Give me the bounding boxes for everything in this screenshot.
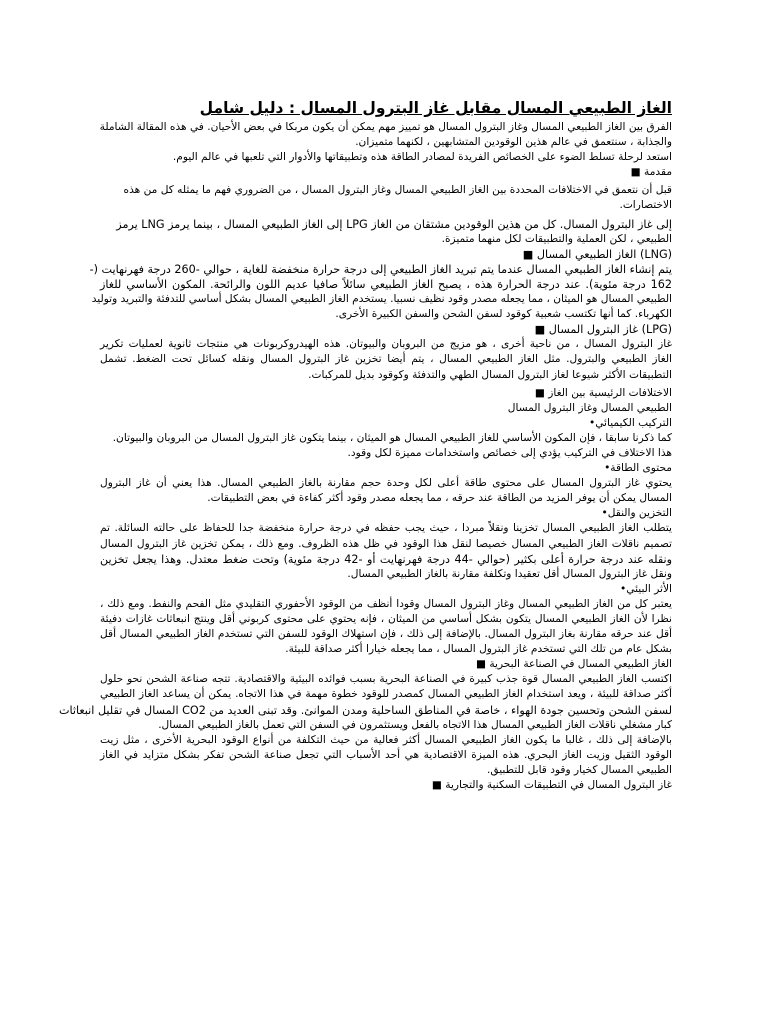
text-line: الأثر البيئي• (620, 582, 672, 595)
text-line: كبار مشغلي ناقلات الغاز الطبيعي المسال هذا الاتجاه بالفعل ويستثمرون في السفن التي تعمل بالغاز الطبيعي المسال. (158, 718, 672, 731)
text-line: الطبيعي المسال هو الميثان ، مما يجعله مصدر وقود نظيف نسبيا. يستخدم الغاز الطبيعي المسال بشكل أساسي للتدفئة والتبريد وتوليد (91, 293, 672, 306)
text-line: المسال يمكن أن يوفر المزيد من الطاقة عند حرقه ، مما يجعله مصدر وقود أكثر كفاءة في بعض التطبيقات. (207, 492, 672, 505)
text-line: لسفن الشحن وتحسين جودة الهواء ، خاصة في المناطق الساحلية ومدن الموانئ. وقد تبنى العديد من CO2 المسال في تقليل انبعاثات (58, 703, 672, 717)
text-line: الكهرباء. كما أنها تكتسب شعبية كوقود لسفن الشحن والسفن الكبيرة الأخرى. (335, 308, 672, 321)
text-line: مقدمة ■ (630, 166, 672, 179)
text-line: بشكل عام من تلك التي تستخدم غاز البترول المسال ، مما يجعله خيارا أكثر صداقة للبيئة. (285, 643, 672, 656)
text-line: نظرا لأن الغاز الطبيعي المسال يتكون بشكل أساسي من الميثان ، فإنه يحتوي على محتوى كربوني أقل وينتج انبعاثات غازات دفيئة (100, 613, 672, 625)
text-line: يعتبر كل من الغاز الطبيعي المسال وغاز البترول المسال وقودا أنظف من الوقود الأحفوري التقليدي مثل الفحم والنفط. ومع ذلك ، (100, 597, 672, 610)
text-line: يتطلب الغاز الطبيعي المسال تخزينا ونقلاً مبردا ، حيث يجب حفظه في درجة حرارة منخفضة جدا للحفاظ على حالته السائلة. تم (100, 522, 672, 535)
document-body (58, 120, 673, 793)
document-title: الغاز الطبيعي المسال مقابل غاز البترول المسال : دليل شامل (199, 99, 672, 117)
text-line: الاختصارات. (619, 199, 672, 212)
text-line: غاز البترول المسال ، من ناحية أخرى ، هو مزيج من البروبان والبيوتان. هذه الهيدروكربونات هي منتجات ثانوية لعمليات تكرير (100, 338, 672, 351)
text-line: استعد لرحلة تسلط الضوء على الخصائص الفريدة لمصادر الطاقة هذه وتطبيقاتها والأدوار التي تلعبها في عالم اليوم. (172, 151, 672, 164)
text-line: هذا الاختلاف في التركيب يؤدي إلى خصائص واستخدامات مميزة لكل وقود. (347, 446, 672, 459)
text-line: يحتوي غاز البترول المسال على محتوى طاقة أعلى لكل وحدة حجم مقارنة بالغاز الطبيعي المسال. هذا يعني أن غاز البترول (100, 477, 672, 490)
text-line: الفرق بين الغاز الطبيعي المسال وغاز البترول المسال هو تمييز مهم يمكن أن يكون مربكا في بعض الأحيان. في هذه المقالة الشاملة (99, 121, 672, 133)
text-line: الغاز الطبيعي المسال في الصناعة البحرية ■ (475, 658, 672, 671)
text-line: الاختلافات الرئيسية بين الغاز ■ (534, 386, 672, 399)
text-line: الوقود الثقيل وزيت الغاز البحري. هذه الميزة الاقتصادية هي أحد الأسباب التي تجعل صناعة الشحن تفكر بشكل متزايد في الغاز (100, 748, 672, 761)
text-line: غاز البترول المسال في التطبيقات السكنية والتجارية ■ (431, 779, 672, 792)
text-line: قبل أن نتعمق في الاختلافات المحددة بين الغاز الطبيعي المسال وغاز البترول المسال ، من الضروري فهم ما يمثله كل من هذه (123, 184, 672, 197)
text-line: التركيب الكيميائي• (588, 416, 672, 429)
text-line: التخزين والنقل• (601, 507, 672, 520)
text-line: محتوى الطاقة• (604, 462, 672, 475)
text-line: 162 درجة مئوية). عند درجة الحرارة هذه ، يصبح الغاز الطبيعي سائلاً صافيا عديم اللون والرائحة. المكون الأساسي للغاز (100, 277, 672, 291)
text-line: الغاز الطبيعي والبترول. مثل الغاز الطبيعي المسال ، يتم أيضا تخزين غاز البترول المسال ونقله كسائل تحت الضغط. تشمل (100, 353, 672, 366)
text-line: (LNG) الغاز الطبيعي المسال ■ (522, 247, 672, 261)
text-line: أكثر صداقة للبيئة ، ويعد استخدام الغاز الطبيعي المسال كمصدر للوقود خطوة مهمة في هذا الاتجاه. يمكن أن يساعد الغاز الطبيعي (100, 688, 672, 701)
text-line: ونقله عند درجة حرارة أعلى بكثير (حوالي -44 درجة فهرنهايت أو -42 درجة مئوية) وتحت ضغط معتدل. وهذا يجعل تخزين (100, 552, 673, 566)
text-line: الطبيعي المسال كخيار وقود قابل للتطبيق. (487, 763, 672, 776)
text-line: كما ذكرنا سابقا ، فإن المكون الأساسي للغاز الطبيعي المسال هو الميثان ، بينما يتكون غاز البترول المسال من البروبان والبيوتان. (112, 431, 672, 444)
text-line: اكتسب الغاز الطبيعي المسال قوة جذب كبيرة في الصناعة البحرية بسبب فوائده البيئية والاقتصادية. تتجه صناعة الشحن نحو حلول (100, 673, 672, 686)
text-line: الطبيعي ، لكن العملية والتطبيقات لكل منهما متميزة. (441, 232, 672, 245)
text-line: يتم إنشاء الغاز الطبيعي المسال عندما يتم تبريد الغاز الطبيعي إلى درجة حرارة منخفضة للغاية ، حوالي -260 درجة فهرنهايت (- (89, 262, 672, 276)
text-line: (LPG) غاز البترول المسال ■ (534, 323, 672, 337)
text-line: إلى غاز البترول المسال. كل من هذين الوقودين مشتقان من الغاز LPG إلى الغاز الطبيعي المسال ، بينما يرمز LNG يرمز (116, 217, 672, 231)
text-line: التطبيقات الأكثر شيوعا لغاز البترول المسال الطهي والتدفئة وكوقود بديل للمركبات. (308, 368, 672, 381)
text-line: بالإضافة إلى ذلك ، غالبا ما يكون الغاز الطبيعي المسال أكثر فعالية من حيث التكلفة من أنواع الوقود البحرية الأخرى ، مثل زيت (100, 733, 672, 746)
text-line: تصميم ناقلات الغاز الطبيعي المسال خصيصا لنقل هذا الوقود في ظل هذه الظروف. ومع ذلك ، يمكن تخزين غاز البترول المسال (100, 537, 672, 550)
document-page (58, 98, 673, 793)
text-line: أقل عند حرقه مقارنة بغاز البترول المسال. بالإضافة إلى ذلك ، فإن استهلاك الوقود للسفن التي تستخدم الغاز الطبيعي المسال أقل (100, 628, 672, 641)
text-line: الطبيعي المسال وغاز البترول المسال (507, 401, 672, 414)
text-line: والجذابة ، سنتعمق في عالم هذين الوقودين المتشابهين ، لكنهما متميزان. (355, 136, 672, 149)
text-line: ونقل غاز البترول المسال أقل تعقيدا وتكلفة مقارنة بالغاز الطبيعي المسال. (347, 567, 672, 580)
